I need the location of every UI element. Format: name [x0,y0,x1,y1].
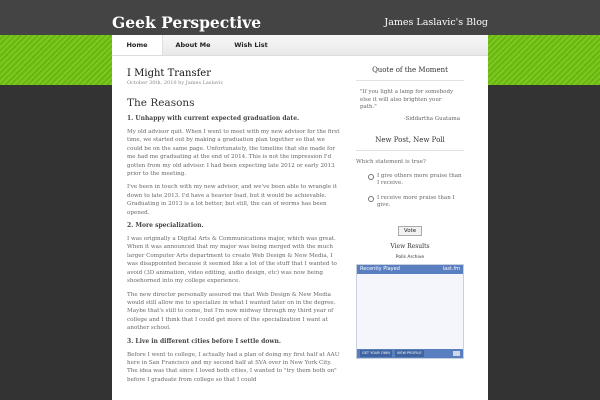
poll-option-1[interactable] [368,173,464,188]
reason-heading: 1. Unhappy with current expected graduation date. [127,115,300,122]
poll-question: Which statement is true? [356,158,426,165]
polls-archive-link[interactable]: Polls Archive [395,254,425,260]
quote-widget-title: Quote of the Moment [356,66,464,81]
nav-home[interactable]: Home [112,35,163,55]
site-title[interactable]: Geek Perspective [112,13,262,32]
post-paragraph: Before I went to college, I actually had a plan of doing my first half at AAU here in San Francisco and my second half at SVA over in New York City. The idea was that since I loved both cities, I wanted to "try them both on" before I graduate from college so that I could [127,351,340,383]
post-paragraph: I've been in touch with my new advisor, and we've been able to wrangle it down to late 2013. I'd have a heavier load, but it would be achievable. Graduating in 2013 is a lot better, but still, the can of worms has been opened. [127,184,337,216]
lastfm-small-icon [453,351,460,356]
poll-widget [356,136,464,260]
main-content [127,68,341,389]
poll-option-2-label: I receive more praise than I give. [377,194,455,208]
nav-about-me[interactable]: About Me [175,41,211,49]
post-paragraph: I was originally a Digital Arts & Communications major, which was great. When it was announced that my major was being merged with the much larger Computer Arts department to create Web Design & New Media, I was disappointed because it seemed like a lot of the stuff that I wanted to avoid (3D animation, video editing, audio design, etc) was now being shoehorned into my college experience. [127,236,337,285]
site-tagline: James Laslavic's Blog [384,17,488,28]
poll-option-2[interactable] [368,195,464,210]
poll-radio-2[interactable] [368,196,374,202]
lastfm-logo[interactable]: last.fm [442,265,460,272]
poll-radio-1[interactable] [368,174,374,180]
get-your-own-button[interactable]: GET YOUR OWN [362,350,390,355]
quote-widget [356,66,464,122]
page-container [112,35,488,400]
lastfm-header-label: Recently Played [360,265,400,272]
post-meta: October 30th, 2010 by James Laslavic [127,80,224,86]
lastfm-header [357,265,463,274]
main-nav [112,35,488,56]
poll-option-1-label: I give others more praise than I receive. [377,172,462,186]
nav-wish-list[interactable]: Wish List [234,41,268,49]
quote-author: -Siddartha Guatama [403,115,460,122]
view-profile-button[interactable]: VIEW PROFILE [396,350,422,355]
lastfm-footer [357,349,463,358]
lastfm-widget [356,264,464,359]
post-paragraph: The new director personally assured me that Web Design & New Media would still allow me to specialize in what I wanted later on in the degree. Maybe that's still to come, but I'm now midway through my third year of college and I think that I could get more of the specialization I want at another school. [127,291,336,332]
view-results-link[interactable]: View Results [390,242,430,250]
header-band [0,0,600,35]
post-paragraph: My old advisor quit. When I went to meet with my new advisor for the first time, we started out by making a graduation plan together so that we could be on the same page. Unfortunately, the timeline that she made for me had me graduating at the end of 2014. This is not the impression I'd gotten from my old advisor. I had been expecting late 2012 or early 2013 prior to the meeting. [127,129,340,178]
section-title: The Reasons [127,97,195,109]
post-title[interactable]: I Might Transfer [127,68,211,79]
reason-heading: 3. Live in different cities before I settle down. [127,337,281,345]
vote-button[interactable]: Vote [398,226,422,236]
sidebar [356,66,464,359]
reason-heading: 2. More specialization. [127,222,204,230]
quote-text: "If you light a lamp for somebody else it will also brighten your path." [360,89,454,110]
poll-widget-title: New Post, New Poll [356,136,464,151]
post-body [127,115,341,384]
